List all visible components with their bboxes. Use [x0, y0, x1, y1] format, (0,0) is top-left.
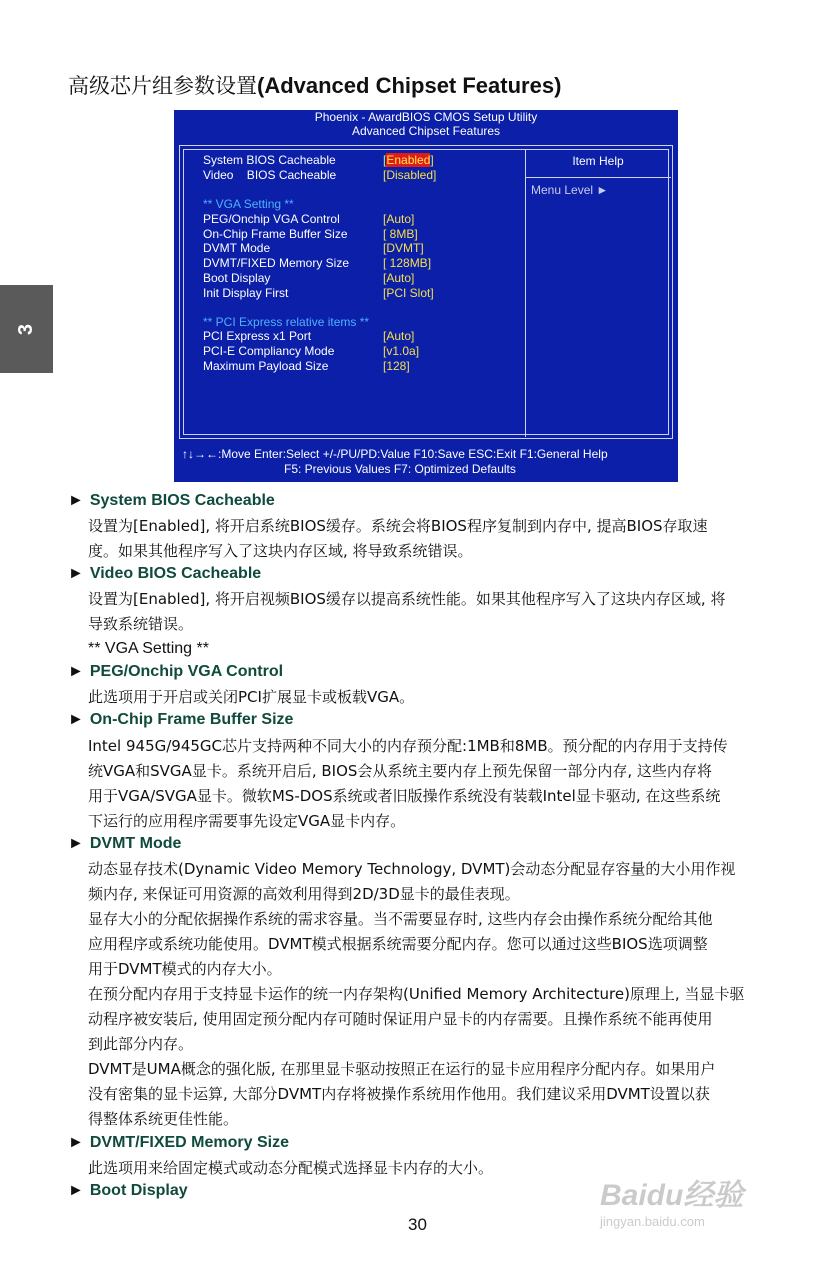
bios-row-label: DVMT Mode	[203, 241, 271, 255]
bullet-arrow-icon: ►	[68, 711, 84, 728]
page-title-en: (Advanced Chipset Features)	[257, 73, 562, 98]
bios-row-system-bios[interactable]	[203, 153, 434, 168]
chapter-tab	[0, 285, 53, 373]
bios-row-label: System BIOS Cacheable	[203, 153, 336, 167]
bios-row-dvmt-fixed[interactable]	[203, 256, 432, 271]
item-heading: DVMT Mode	[89, 835, 182, 852]
bullet-arrow-icon: ►	[68, 1182, 84, 1199]
baidu-watermark	[600, 1170, 800, 1250]
bios-row-pcie-compliancy[interactable]	[203, 344, 420, 359]
item-dvmt-fixed-memory	[68, 1134, 289, 1152]
item-boot-display	[68, 1182, 188, 1200]
bios-row-value: [ 128MB]	[383, 256, 432, 270]
bios-footer-defaults: F5: Previous Values F7: Optimized Defaults	[284, 462, 516, 476]
watermark-logo: Baidu经验	[600, 1179, 744, 1212]
bios-row-label: Maximum Payload Size	[203, 359, 329, 373]
item-heading: System BIOS Cacheable	[89, 492, 275, 509]
bios-row-value: [PCI Slot]	[383, 286, 434, 300]
bios-row-label: PCI Express x1 Port	[203, 329, 312, 343]
desc-peg: 此选项用于开启或关闭PCI扩展显卡或板载VGA。	[88, 688, 415, 706]
bios-item-help-title: Item Help	[572, 154, 624, 168]
bios-header-line1: Phoenix - AwardBIOS CMOS Setup Utility	[314, 110, 538, 124]
item-heading: Boot Display	[89, 1182, 188, 1199]
item-system-bios-cacheable	[68, 492, 275, 510]
desc-dvmt-1: 动态显存技术(Dynamic Video Memory Technology, DVMT)会动态分配显存容量的大小用作视 频内存, 来保证可用资源的高效利用得到2D/3D显卡的最佳表现。	[88, 860, 736, 903]
desc-system-bios: 设置为[Enabled], 将开启系统BIOS缓存。系统会将BIOS程序复制到内存中, 提高BIOS存取速 度。如果其他程序写入了这块内存区域, 将导致系统错误。	[88, 517, 708, 560]
bios-row-label: Video BIOS Cacheable	[203, 168, 337, 182]
bios-row-value: [DVMT]	[383, 241, 424, 255]
item-heading: DVMT/FIXED Memory Size	[89, 1134, 289, 1151]
bios-help-divider	[525, 149, 526, 437]
watermark-url: jingyan.baidu.com	[600, 1214, 705, 1229]
desc-dvmt-4: DVMT是UMA概念的强化版, 在那里显卡驱动按照正在运行的显卡应用程序分配内存。如果用户 没有密集的显卡运算, 大部分DVMT内存将被操作系统用作他用。我们建议采用DVMT设置以获 得整体系统更佳性能。	[88, 1060, 716, 1128]
bios-row-init-display[interactable]	[203, 286, 434, 301]
item-peg-onchip-vga	[68, 663, 283, 681]
bios-row-label: PCI-E Compliancy Mode	[203, 344, 335, 358]
bios-row-label: PEG/Onchip VGA Control	[203, 212, 340, 226]
item-video-bios-cacheable	[68, 565, 261, 583]
bios-row-frame-buffer[interactable]	[203, 227, 418, 242]
bios-row-video-bios[interactable]	[203, 168, 437, 183]
bios-row-max-payload[interactable]	[203, 359, 410, 374]
bios-row-label: Boot Display	[203, 271, 271, 285]
bullet-arrow-icon: ►	[68, 492, 84, 509]
bios-selected-value: Enabled	[386, 153, 431, 167]
bios-row-value: [128]	[383, 359, 410, 373]
bios-section-pci: ** PCI Express relative items **	[203, 315, 370, 329]
bios-row-label: Init Display First	[203, 286, 289, 300]
bios-header-line2: Advanced Chipset Features	[351, 124, 501, 138]
bios-header	[174, 110, 678, 138]
page-title	[68, 70, 561, 100]
desc-video-bios: 设置为[Enabled], 将开启视频BIOS缓存以提高系统性能。如果其他程序写入了这块内存区域, 将 导致系统错误。	[88, 590, 726, 633]
page-title-zh: 高级芯片组参数设置	[68, 74, 257, 98]
bios-row-value: [Auto]	[383, 271, 415, 285]
bios-row-value: [v1.0a]	[383, 344, 420, 358]
page-number: 30	[408, 1215, 427, 1234]
bios-row-label: DVMT/FIXED Memory Size	[203, 256, 350, 270]
item-heading: On-Chip Frame Buffer Size	[89, 711, 294, 728]
bios-footer-keys: ↑↓→←:Move Enter:Select +/-/PU/PD:Value F10:Save ESC:Exit F1:General Help	[182, 447, 608, 461]
bullet-arrow-icon: ►	[68, 663, 84, 680]
bios-help-title-divider	[525, 177, 671, 178]
desc-dvmt-2: 显存大小的分配依据操作系统的需求容量。当不需要显存时, 这些内存会由操作系统分配给其他 应用程序或系统功能使用。DVMT模式根据系统需要分配内存。您可以通过这些BIOS选项调整 用于DVMT模式的内存大小。	[88, 910, 713, 978]
item-heading: PEG/Onchip VGA Control	[89, 663, 284, 680]
bios-row-value: [Auto]	[383, 329, 415, 343]
bios-section-vga: ** VGA Setting **	[203, 197, 294, 211]
bios-row-value: [Disabled]	[383, 168, 437, 182]
bios-row-boot-display[interactable]	[203, 271, 415, 286]
vga-setting-heading: ** VGA Setting **	[88, 640, 209, 657]
bullet-arrow-icon: ►	[68, 835, 84, 852]
bios-row-value: [Auto]	[383, 212, 415, 226]
bios-row-peg[interactable]	[203, 212, 415, 227]
bios-row-pcie-x1[interactable]	[203, 329, 415, 344]
bios-row-value: [Enabled]	[383, 153, 434, 167]
bullet-arrow-icon: ►	[68, 1134, 84, 1151]
desc-dvmt-fixed: 此选项用来给固定模式或动态分配模式选择显卡内存的大小。	[88, 1159, 494, 1177]
chapter-number: 3	[15, 323, 37, 335]
item-frame-buffer-size	[68, 711, 293, 729]
bios-row-label: On-Chip Frame Buffer Size	[203, 227, 348, 241]
desc-frame-buffer: Intel 945G/945GC芯片支持两种不同大小的内存预分配:1MB和8MB。预分配的内存用于支持传 统VGA和SVGA显卡。系统开启后, BIOS会从系统主要内存上预先保留一部分内存, 这些内存将 用于VGA/SVGA显卡。微软MS-DOS系统或者旧版操作系统没有装载Intel显卡驱动, 在这些系统 下运行的应用程序需要事先设定VGA显卡内存。	[88, 737, 728, 830]
bios-row-dvmt-mode[interactable]	[203, 241, 424, 256]
desc-dvmt-3: 在预分配内存用于支持显卡运作的统一内存架构(Unified Memory Architecture)原理上, 当显卡驱 动程序被安装后, 使用固定预分配内存可随时保证用户显卡的内存需要。且操作系统不能再使用 到此部分内存。	[88, 985, 745, 1053]
bios-screenshot	[174, 110, 678, 482]
item-dvmt-mode	[68, 835, 181, 853]
item-heading: Video BIOS Cacheable	[89, 565, 262, 582]
bullet-arrow-icon: ►	[68, 565, 84, 582]
bios-row-value: [ 8MB]	[383, 227, 418, 241]
bios-menu-level: Menu Level ►	[531, 183, 609, 197]
